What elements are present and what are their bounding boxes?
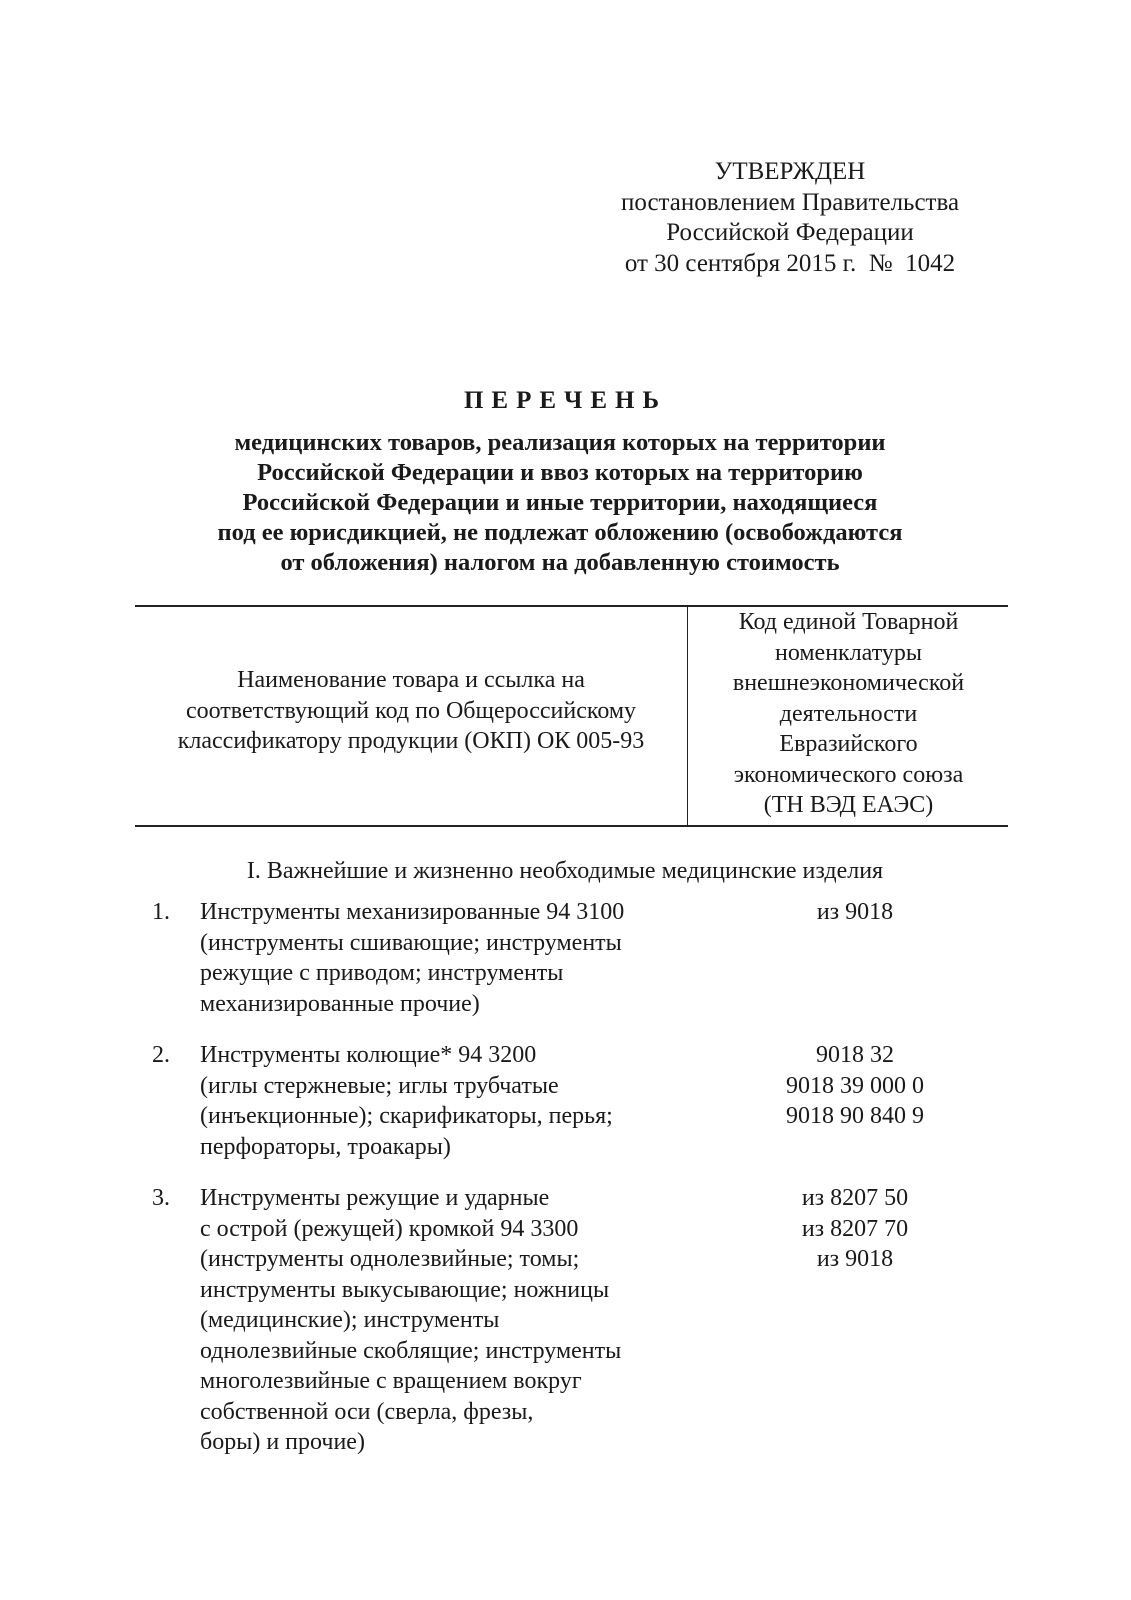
- item-code: из 8207 50: [801, 1185, 909, 1211]
- item-desc-line: (иглы стержневые; иглы трубчатые: [200, 1072, 559, 1099]
- header-left-line-2: соответствующий код по Общероссийскому: [185, 697, 637, 724]
- item-desc-line: боры) и прочие): [200, 1429, 365, 1455]
- subtitle-line-1: медицинских товаров, реализация которых на территории: [234, 429, 886, 456]
- item-desc-line: (инструменты однолезвийные; томы;: [200, 1246, 580, 1272]
- item-desc-line: механизированные прочие): [200, 990, 480, 1017]
- header-right-line-1: Код единой Товарной: [738, 609, 959, 635]
- item-code: из 8207 70: [801, 1215, 909, 1242]
- item-number: 1.: [152, 899, 170, 925]
- item-code: 9018 90 840 9: [786, 1103, 924, 1129]
- item-desc-line: Инструменты режущие и ударные: [200, 1185, 550, 1211]
- table-header: [135, 605, 1008, 827]
- header-left-line-3: классификатору продукции (ОКП) ОК 005-93: [177, 728, 645, 754]
- item-desc-line: перфораторы, троакары): [200, 1133, 451, 1160]
- item-desc-line: Инструменты колющие* 94 3200: [200, 1042, 537, 1068]
- item-code: из 9018: [816, 1246, 894, 1272]
- item-desc-line: (инъекционные); скарификаторы, перья;: [200, 1103, 613, 1129]
- document-title: ПЕРЕЧЕНЬ: [463, 387, 668, 414]
- item-desc-line: (медицинские); инструменты: [200, 1307, 500, 1333]
- item-desc-line: с острой (режущей) кромкой 94 3300: [200, 1215, 579, 1242]
- subtitle-line-3: Российской Федерации и иные территории, находящиеся: [242, 489, 878, 516]
- approval-line-4: от 30 сентября 2015 г. № 1042: [624, 249, 956, 277]
- item-code: 9018 32: [816, 1042, 894, 1068]
- approval-line-3: Российской Федерации: [666, 219, 914, 246]
- approval-line-2: постановлением Правительства: [620, 188, 960, 216]
- item-desc-line: режущие с приводом; инструменты: [200, 960, 564, 986]
- table-header-divider: [687, 607, 688, 825]
- header-left-line-1: Наименование товара и ссылка на: [237, 667, 585, 693]
- item-codes: [740, 897, 970, 928]
- item-codes: [740, 1183, 970, 1275]
- approval-block: [600, 157, 980, 279]
- header-right-line-6: экономического союза: [733, 761, 964, 788]
- section-title: I. Важнейшие и жизненно необходимые медицинские изделия: [246, 858, 884, 884]
- header-right-line-3: внешнеэкономической: [732, 670, 965, 696]
- item-description: [200, 1183, 680, 1458]
- item-desc-line: (инструменты сшивающие; инструменты: [200, 929, 622, 956]
- item-code: 9018 39 000 0: [786, 1072, 924, 1099]
- header-right-line-2: номенклатуры: [774, 639, 923, 666]
- item-number: 3.: [152, 1185, 170, 1211]
- subtitle-line-2: Российской Федерации и ввоз которых на территорию: [257, 459, 863, 486]
- subtitle-line-4: под ее юрисдикцией, не подлежат обложению (освобождаются: [217, 519, 903, 546]
- header-right-line-7: (ТН ВЭД ЕАЭС): [763, 792, 934, 818]
- document-subtitle: [130, 428, 990, 578]
- item-number: 2.: [152, 1042, 170, 1068]
- header-right-line-4: деятельности: [779, 700, 918, 727]
- subtitle-line-5: от обложения) налогом на добавленную стоимость: [280, 549, 840, 576]
- item-desc-line: собственной оси (сверла, фрезы,: [200, 1398, 534, 1425]
- item-desc-line: Инструменты механизированные 94 3100: [200, 899, 625, 925]
- item-code: из 9018: [816, 899, 894, 925]
- item-codes: [740, 1040, 970, 1132]
- item-desc-line: однолезвийные скоблящие; инструменты: [200, 1337, 622, 1364]
- item-desc-line: инструменты выкусывающие; ножницы: [200, 1276, 610, 1303]
- item-description: [200, 897, 680, 1019]
- header-right-line-5: Евразийского: [779, 731, 918, 757]
- item-desc-line: многолезвийные с вращением вокруг: [200, 1368, 582, 1394]
- approval-line-1: УТВЕРЖДЕН: [714, 158, 866, 185]
- item-description: [200, 1040, 680, 1162]
- header-product-name: [135, 665, 687, 757]
- header-tnved-code: [689, 607, 1008, 821]
